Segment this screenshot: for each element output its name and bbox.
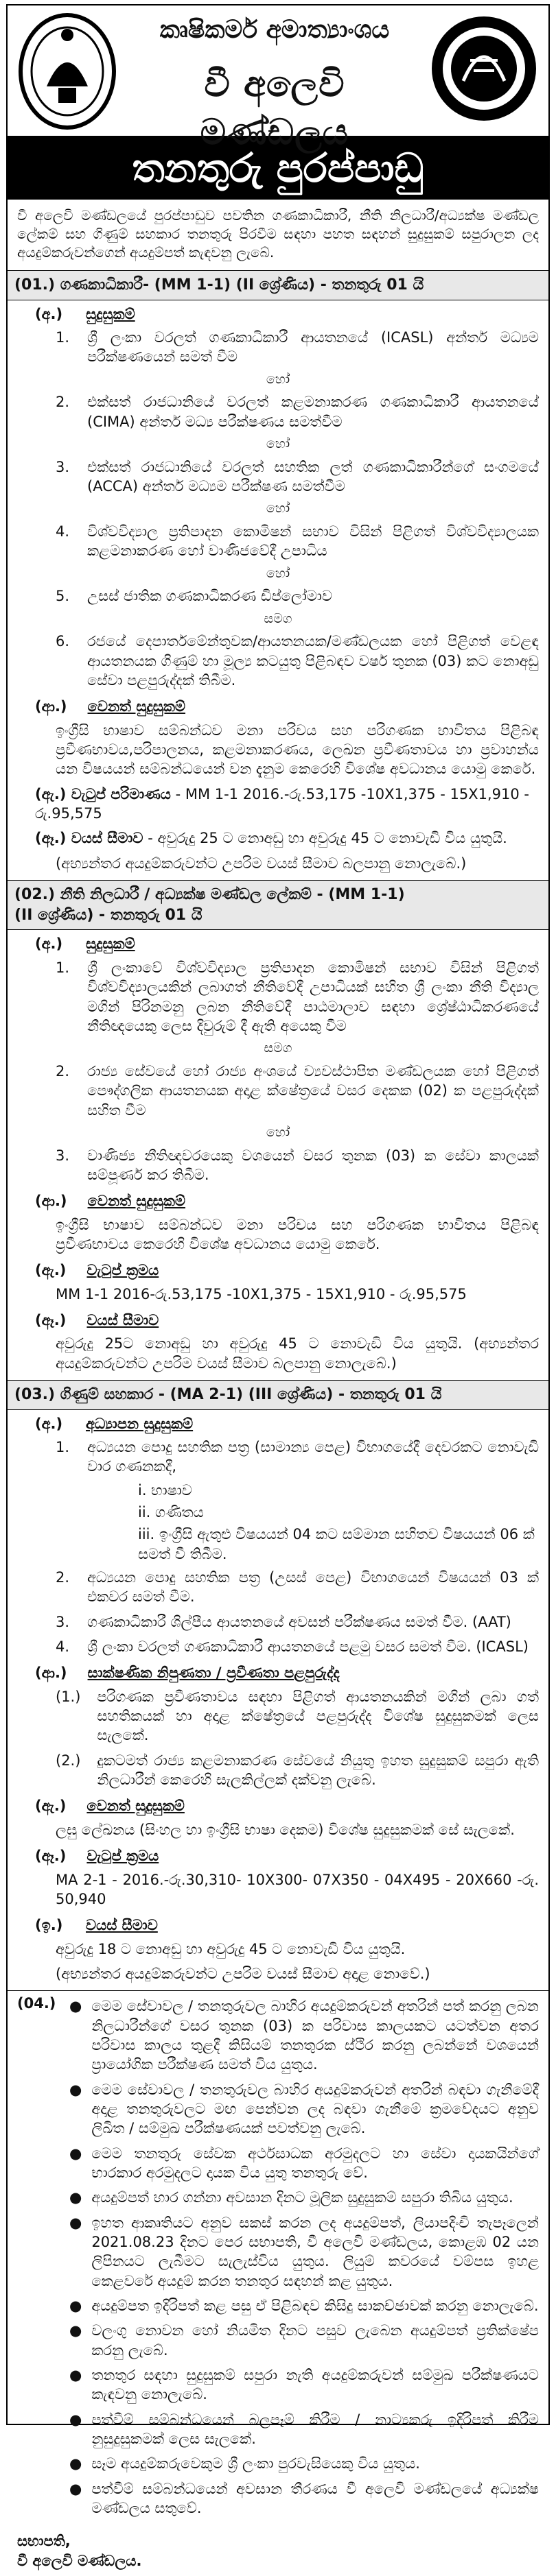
- vacancies-banner: තනතුරු පුරප්පාඩු: [8, 136, 548, 200]
- signature-block: [8, 2520, 548, 2576]
- s3-age-heading: (ඉ.) වයස් සීමාව: [35, 1917, 158, 1934]
- s2-age-text: අවුරුදු 25ට නොඅඩු හා අවුරුදු 45 ට නොවැඩි විය යුතුයි. (අභ්‍යන්තර අයදුම්කරුවන්ට උපරිම වයස් සීමාව බලපානු නොලැබේ.): [56, 1335, 539, 1372]
- s3-item: 4. ශ්‍රී ලංකා වරලත් ගණකාධිකාරී ආයතනයේ පළමු වසර සමත් වීම. (ICASL): [56, 1638, 529, 1656]
- note-item: ● සෑම අයදුම්කරුවෙකුම ශ්‍රී ලංකා පුරවැසියෙකු විය යුතුය.: [69, 2455, 420, 2472]
- note-item: ● පත්වීම් සම්බන්ධයෙන් අවසාන තීරණය වී අලෙවි මණ්ඩලයේ අධ්‍යක්ෂ මණ්ඩලය සතුවේ.: [69, 2480, 539, 2517]
- s2-salary-text: MM 1-1 2016-රු.53,175 -10X1,375 - 15X1,910 - රු.95,575: [56, 1285, 467, 1302]
- advertisement-page: [6, 4, 550, 2569]
- or-divider: හෝ: [266, 1124, 290, 1140]
- note-item: ● මෙම තනතුරු සේවක අර්ථසාධක අරමුදලට හා සේවා දායකයින්ගේ භාරකාර අරමුදලට දායක විය යුතු තනතුරු වේ.: [69, 2145, 539, 2181]
- or-divider: හෝ: [266, 565, 290, 581]
- s2-item: 2. රාජ්‍ය සේවයේ හෝ රාජ්‍ය අංශයේ ව්‍යවස්ථාපිත මණ්ඩලයක හෝ පිළිගත් පෞද්ගලික ආයතනයක අදාළ ක්ෂේත්‍රයේ වසර දෙකක (02) ක පළපුරුද්දක් සහිත වීම: [56, 1062, 539, 1119]
- s3-other-heading: (ඇ.) වෙනත් සුදුසුකම්: [35, 1798, 185, 1815]
- s1-item: 1. ශ්‍රී ලංකා වරලත් ගණකාධිකාරී ආයතනයේ (ICASL) අන්තර් මධ්‍යම පරීක්ෂණයෙන් සමත් වීම: [56, 329, 539, 366]
- general-notes: [8, 1990, 548, 2520]
- signatory-title: සභාපති,: [17, 2533, 71, 2550]
- s3-salary-text: MA 2-1 - 2016.-රු.30,310- 10X300- 07X350 - 04X495 - 20X660 -රු. 50,940: [56, 1871, 539, 1907]
- s1-age-limit: (ඈ.) වයස් සීමාව - අවුරුදු 25 ට නොඅඩු හා අවුරුදු 45 ට නොවැඩි විය යුතුයි.: [35, 830, 507, 847]
- note-item: ● ඉහත ආකෘතියට අනුව සකස් කරන ලද අයදුම්පත්, ලියාපදිංචි තැපෑලෙන් 2021.08.23 දිනට පෙර සභාපති, වී අලෙවි මණ්ඩලය, කොළඹ 02 යන ලිපිනයට ලැබීමට සැලැස්විය යුතුය. ලියුම් කවරයේ වම්පස ඉහළ කෙළවරේ අයදුම් කරන තනතුර සඳහන් කළ යුතුය.: [69, 2214, 539, 2289]
- and-divider: සමග: [264, 610, 292, 626]
- notes-tag: (04.): [17, 1995, 56, 2012]
- section-1-title: (01.) ගණකාධිකාරී- (MM 1-1) (II ශ්‍රේණිය) - තනතුරු 01 යි: [8, 270, 548, 300]
- ministry-name: කෘෂිකර්ම අමාත්‍යාංශය: [159, 16, 390, 44]
- or-divider: හෝ: [266, 436, 290, 452]
- s3-skill-item: (2.) දුකටමත් රාජ්‍ය කළමනාකරණ සේවයේ නියුතු ඉහත සුදුසුකම් සපුරා ඇති නිලධාරීන් කෙරෙහි සැලකිල්ලක් දක්වනු ලැබේ.: [56, 1752, 539, 1789]
- s3-item: 2. අධ්‍යයන පොදු සහතික පත්‍ර (උසස් පෙළ) විභාගයෙන් විෂයයන් 03 ක් එකවර සමත් වීම.: [56, 1569, 539, 1606]
- s1-note: (අභ්‍යන්තර අයදුම්කරුවන්ට උපරිම වයස් සීමාව බලපානු නොලැබේ.): [56, 855, 467, 872]
- s1-item: 4. විශ්වවිද්‍යාල ප්‍රතිපාදන කොමිෂන් සභාව විසින් පිළිගත් විශ්වවිද්‍යාලයක කළමනාකරණ හෝ වාණිජවේදී උපාධිය: [56, 523, 539, 560]
- header: [8, 5, 548, 154]
- s1-salary: (ඇ.) වැටුප් පරිමාණය - MM 1-1 2016.-රු.53,175 -10X1,375 - 15X1,910 - රු.95,575: [35, 785, 530, 822]
- intro-paragraph: වී අලෙවි මණ්ඩලයේ පුරප්පාඩුව පවතින ගණකාධිකාරී, නීති නිලධාරී/අධ්‍යක්ෂ මණ්ඩල ලේකම් සහ ගිණුම් සහකාර තනතුරු පිරවීම සඳහා පහත සඳහන් සුදුසුකම් සපුරාලන ලද අයදුම්කරුවන්ගෙන් අයදුම්පත් කැඳවනු ලැබේ.: [17, 207, 539, 261]
- s1-other-qualifications-text: ඉංග්‍රීසි භාෂාව සම්බන්ධව මනා පරිචය සහ පරිගණක භාවිතය පිළිබඳ ප්‍රවීණභාවය,පරිපාලනය, කළමනාකරණය, ලෙඛන ප්‍රවීණතාවය හා ප්‍රවාහන්ය යන විෂයයන් සම්බන්ධයෙන් වන දැනුම කෙරෙහි විශේෂ අවධානය යොමු කෙරේ.: [56, 721, 539, 778]
- s3-item: 3. ගණකාධිකාරී ශිල්පීය ආයතනයේ අවසන් පරීක්ෂණය සමත් වීම. (AAT): [56, 1613, 511, 1630]
- s3-subject: ii. ගණිතය: [138, 1504, 204, 1521]
- s1-item: 6. රජයේ දෙපාර්තමේන්තුවක/ආයතනයක/මණ්ඩලයක හෝ පිළිගත් වෙළඳ ආයතනයක ගිණුම් හා මූල්‍ය කටයුතු පිළිබඳව වර්ෂ තුනක (03) කට නොඅඩු සේවා පළපුරුද්දක් තිබීම.: [56, 633, 539, 689]
- note-item: ● පත්වීම් සම්බන්ධයෙන් බලපෑම් කිරීම / නාට්‍යකරු ඉදිරිපත් කිරීම නුසුදුසුකමක් ලෙස සැලකේ.: [69, 2411, 539, 2448]
- s3-age-note: (අභ්‍යන්තර අයදුම්කරුවන්ට උපරිම වයස් සීමාව අදාළ නොවේ.): [56, 1965, 430, 1982]
- s2-salary-heading: (ඇ.) වැටුප් ක්‍රමය: [35, 1262, 159, 1279]
- s2-other-qualifications-heading: (ආ.) වෙනත් සුදුසුකම්: [35, 1193, 186, 1210]
- note-item: ● වලංගු නොවන හෝ නියමිත දිනට පසුව ලැබෙන අයදුම්පත් ප්‍රතික්ෂේප කරනු ලැබේ.: [69, 2322, 539, 2359]
- s3-salary-heading: (ඈ.) වැටුප් ක්‍රමය: [35, 1848, 159, 1865]
- s3-education-heading: (අ.) අධ්‍යාපන සුදුසුකම්: [35, 1415, 194, 1432]
- s2-age-heading: (ඈ.) වයස් සීමාව: [35, 1311, 159, 1328]
- or-divider: හෝ: [266, 501, 290, 516]
- s3-skill-item: (1.) පරිගණක ප්‍රවීණතාවය සඳහා පිළිගත් ආයතනයකින් මගින් ලබා ගත් සහතිකයක් හා අදාළ ක්ෂේත්‍රයේ පළපුරුද්ද විශේෂ සුදුසුකමක් ලෙස සැලකේ.: [56, 1688, 539, 1744]
- s3-other-text: ලඝු ලේඛනය (සිංහල හා ඉංග්‍රීසි භාෂා දෙකම) විශේෂ සුදුසුකමක් සේ සැලකේ.: [56, 1821, 515, 1838]
- s3-skills-heading: (ආ.) සාක්ෂණික නිපුණතා / ප්‍රවීණතා පළපුරුද්ද: [35, 1665, 340, 1682]
- note-item: ● තනතුර සඳහා සුදුසුකම් සපුරා නැති අයදුම්කරුවන් සම්මුඛ පරීක්ෂණයට කැඳවනු නොලැබේ.: [69, 2367, 539, 2403]
- s3-subject: i. භාෂාව: [138, 1481, 192, 1499]
- s2-other-qualifications-text: ඉංග්‍රීසි භාෂාව සම්බන්ධව මනා පරිචය සහ පරිගණක භාවිතය පිළිබඳ ප්‍රවීණභාවය කෙරෙහි විශේෂ අවධානය යොමු කෙරේ.: [56, 1216, 539, 1252]
- paddy-board-seal-icon: [429, 12, 539, 126]
- section-3-title: (03.) ගිණුම් සහකාර - (MA 2-1) (III ශ්‍රේණිය) - තනතුරු 01 යි: [8, 1380, 548, 1410]
- sri-lanka-emblem-icon: [16, 11, 119, 131]
- s2-qualifications-heading: (අ.) සුදුසුකම්: [35, 935, 135, 953]
- s3-subject: iii. ඉංග්‍රීසි ඇතුළු විෂයයන් 04 කට සම්මාන සහිතව විෂයයන් 06 ක් සමත් වී තිබීම.: [138, 1526, 535, 1562]
- s2-item: 1. ශ්‍රී ලංකාවේ විශ්වවිද්‍යාල ප්‍රතිපාදන කොමිෂන් සභාව විසින් පිළිගත් විශ්වවිද්‍යාලයකින් ලබාගත් නීතිවේදී උපාධියක් සහිත ශ්‍රී ලංකා නීති විද්‍යාල මගින් පිරිනමනු ලබන නීතිවේදී පාඨමාලාව සඳහා ශ්‍රේෂ්ඨාධිකරණයේ නීතිඥයෙකු ලෙස දිවුරුම් දී ඇති අයෙකු වීම: [56, 959, 539, 1034]
- note-item: ● මෙම සේවාවල / තනතුරුවල බාහිර අයදුම්කරුවන් අතරින් පත් කරනු ලබන නිලධාරීන්ගේ වසර තුනක (03) ක පරිවාස කාලයකට යටත්වන අතර පරිවාස කාලය තුළදී කිසියම් තනතුරක ස්ථිර කරනු ලබන්නේ වශයෙන් ප්‍රායෝගික පරීක්ෂණ සමත් විය යුතුය.: [69, 1998, 539, 2073]
- s2-item: 3. වාණිජ්‍ය නීතිඥවරයෙකු වශයෙන් වසර තුනක (03) ක සේවා කාලයක් සම්පූර්ණ කර තිබීම.: [56, 1147, 539, 1183]
- s1-item: 3. එක්සත් රාජධානියේ වරලත් සහතික ලත් ගණකාධිකාරීන්ගේ සංගමයේ (ACCA) අන්තර් මධ්‍යම පරීක්ෂණ සමත්වීම: [56, 458, 539, 495]
- board-name: වී අලෙවි මණ්ඩලය: [200, 64, 349, 154]
- s3-age-text: අවුරුදු 18 ට නොඅඩු හා අවුරුදු 45 ට නොවැඩි විය යුතුයි.: [56, 1940, 406, 1957]
- note-item: ● මෙම සේවාවල / තනතුරුවල බාහිර අයදුම්කරුවන් අතරින් බඳවා ගැනීමේදී අදාළ තනතුරුවලට මඟ පෙන්වන ලද බඳවා ගැනීමේ ක්‍රමවේදයට අනුව ලිඛිත / සම්මුඛ පරීක්ෂණයක් පවත්වනු ලැබේ.: [69, 2081, 539, 2137]
- signatory-org: වී අලෙවි මණ්ඩලය.: [17, 2552, 142, 2569]
- s1-item: 2. එක්සත් රාජධානියේ වරලත් කළමනාකරණ ගණකාධිකාරී ආයතනයේ (CIMA) අන්තර් මධ්‍ය පරීක්ෂණය සමත්වීම: [56, 394, 539, 430]
- section-2-title: (02.) නීති නිලධාරී / අධ්‍යක්ෂ මණ්ඩල ලේකම් - (MM 1-1) (II ශ්‍රේණිය) - තනතුරු 01 යි: [8, 880, 548, 930]
- note-item: ● අයදුම්පත ඉදිරිපත් කළ පසු ඒ පිළිබඳව කිසිදු සාකච්ඡාවක් කරනු නොලැබේ.: [69, 2298, 539, 2315]
- s3-item: 1. අධ්‍යයන පොදු සහතික පත්‍ර (සාමාන්‍ය පෙළ) විභාගයේදී දෙවරකට නොවැඩි වාර ගණනකදී,: [56, 1438, 539, 1475]
- s1-other-qualifications-heading: (ආ.) වෙනත් සුදුසුකම්: [35, 698, 186, 715]
- note-item: ● අයදුම්පත් භාර ගන්නා අවසාන දිනට මූලික සුදුසුකම් සපුරා තිබිය යුතුය.: [69, 2189, 513, 2206]
- s1-qualifications-heading: (අ.) සුදුසුකම්: [35, 305, 135, 322]
- s1-item: 5. උසස් ජාතික ගණකාධිකරණ ඩිප්ලෝමාව: [56, 588, 333, 605]
- and-divider: සමග: [264, 1040, 292, 1056]
- or-divider: හෝ: [266, 371, 290, 387]
